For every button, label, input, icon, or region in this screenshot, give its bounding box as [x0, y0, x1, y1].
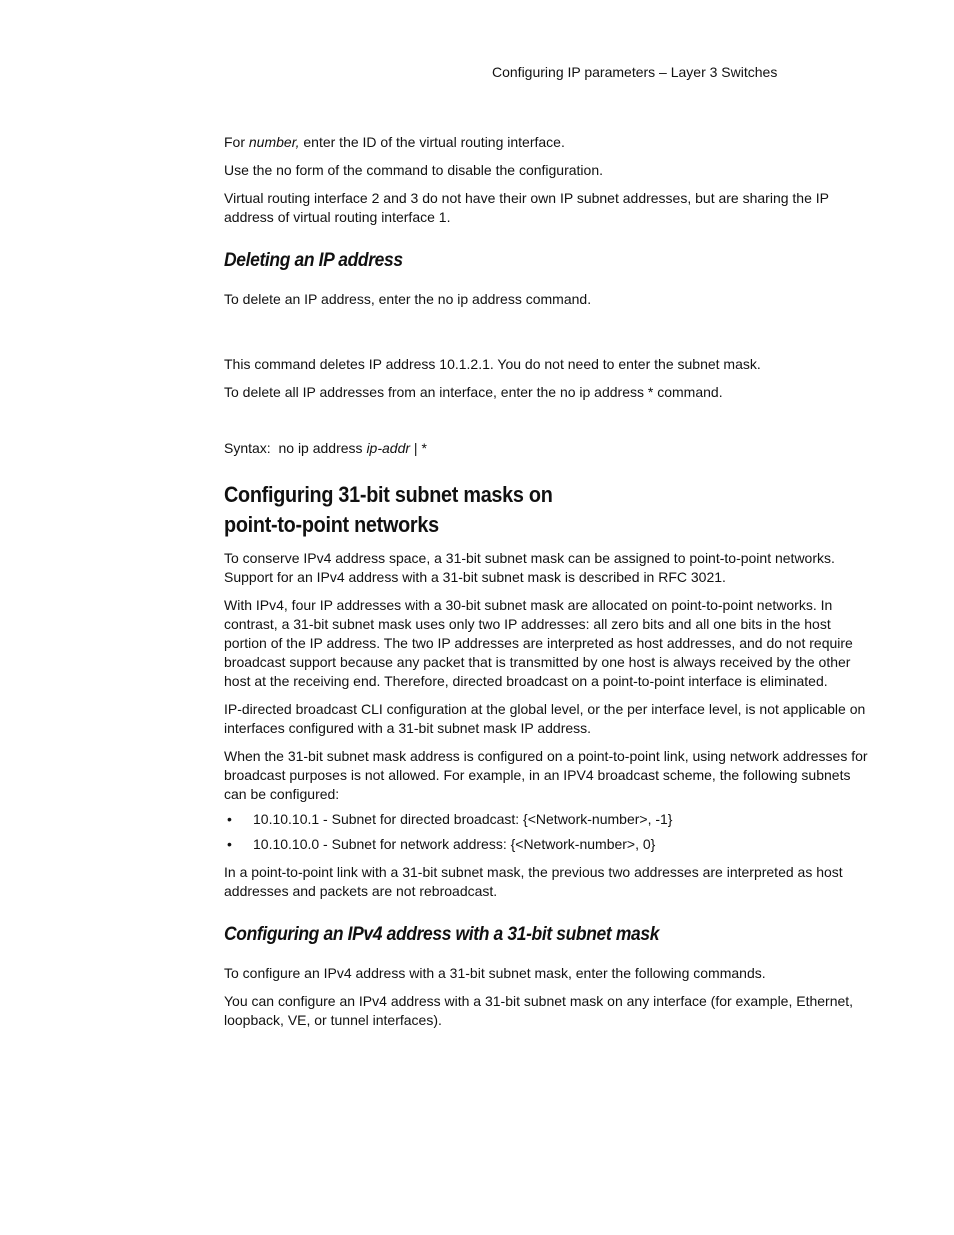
ipv4-paragraph-commands: To configure an IPv4 address with a 31-bit subnet mask, enter the following commands. [224, 965, 766, 981]
delete-paragraph-example: This command deletes IP address 10.1.2.1. You do not need to enter the subnet mask. [224, 356, 761, 372]
subnet-list [224, 810, 872, 854]
page-body [224, 133, 872, 1030]
intro-paragraph-no-form: Use the no form of the command to disable the configuration. [224, 162, 603, 178]
intro-paragraph-number: For number, enter the ID of the virtual routing interface. [224, 134, 565, 150]
syntax-line: Syntax: no ip address ip-addr | * [224, 440, 427, 456]
intro-paragraph-shared-address: Virtual routing interface 2 and 3 do not have their own IP subnet addresses, but are sharing the IP address of virtual routing interface 1. [224, 190, 829, 225]
inline-command: no ip address * [559, 384, 654, 400]
delete-paragraph-all: To delete all IP addresses from an interface, enter the no ip address * command. [224, 384, 723, 400]
running-header: Configuring IP parameters – Layer 3 Switches [492, 64, 778, 80]
section-heading-ipv4-31bit: Configuring an IPv4 address with a 31-bit subnet mask [224, 924, 660, 945]
subnet31-paragraph-rebroadcast: In a point-to-point link with a 31-bit subnet mask, the previous two addresses are interpreted as host addresses and packets are not rebroadcast. [224, 864, 843, 899]
ipv4-paragraph-interfaces: You can configure an IPv4 address with a 31-bit subnet mask on any interface (for example, Ethernet, loopback, VE, or tunnel interfaces). [224, 993, 854, 1028]
delete-paragraph-command: To delete an IP address, enter the no ip address command. [224, 291, 592, 307]
subnet31-paragraph-conserve: To conserve IPv4 address space, a 31-bit subnet mask can be assigned to point-to-point networks. Support for an IPv4 address with a 31-bit subnet mask is described in RFC 3021. [224, 550, 835, 585]
inline-command: no [276, 162, 292, 178]
section-heading-31bit-subnet: Configuring 31-bit subnet masks on point-to-point networks [224, 482, 553, 537]
subnet31-paragraph-link: When the 31-bit subnet mask address is configured on a point-to-point link, using network addresses for broadcast purposes is not allowed. For example, in an IPV4 broadcast scheme, the following subnets can be configured: [224, 748, 868, 802]
list-item: • 10.10.10.0 - Subnet for network address: {<Network-number>, 0} [227, 836, 656, 852]
subnet31-paragraph-ipv4: With IPv4, four IP addresses with a 30-bit subnet mask are allocated on point-to-point networks. In contrast, a 31-bit subnet mask uses only two IP addresses: all zero bits and all one bits in the host portion of the IP address. The two IP addresses are interpreted as host addresses, and do not require broadcast support because any packet that is transmitted by one host is always received by the other host at the receiving end. Therefore, directed broadcast on a point-to-point interface is eliminated. [224, 597, 853, 689]
list-item: • 10.10.10.1 - Subnet for directed broadcast: {<Network-number>, -1} [227, 811, 673, 827]
bullet-icon: • [227, 811, 232, 827]
subnet31-paragraph-directed-broadcast: IP-directed broadcast CLI configuration at the global level, or the per interface level, is not applicable on interfaces configured with a 31-bit subnet mask IP address. [224, 701, 866, 736]
section-heading-deleting-ip: Deleting an IP address [224, 250, 403, 271]
bullet-icon: • [227, 836, 232, 852]
inline-command: no ip address [437, 291, 522, 307]
